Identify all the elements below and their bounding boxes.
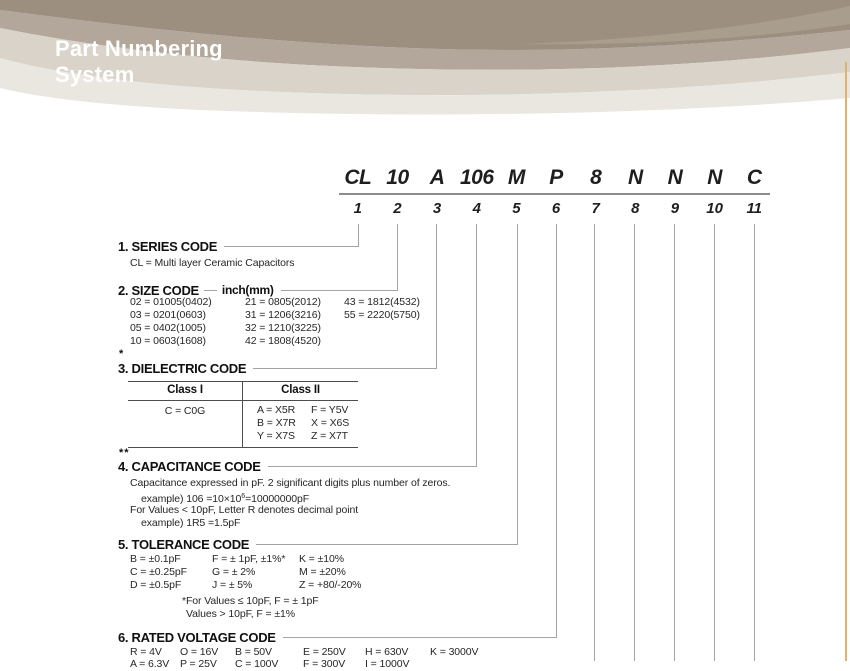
size-code-entry: 55 = 2220(5750) (344, 309, 420, 321)
voltage-row-2-clipped (130, 658, 430, 671)
position-number: 2 (393, 200, 402, 217)
dielectric-code: B = X7R (257, 417, 296, 429)
leader-line-9 (674, 224, 675, 661)
voltage-entry: I = 1000V (365, 658, 410, 670)
capacitance-example1-exponent: 6 (241, 493, 246, 500)
leader-line-7 (594, 224, 595, 661)
leader-line-5 (517, 224, 518, 544)
section-dielectric-title-row (118, 360, 437, 376)
part-number-code: CL (344, 166, 372, 189)
section-dielectric-title: 3. DIELECTRIC CODE (118, 360, 247, 376)
size-code-entry: 05 = 0402(1005) (130, 322, 206, 334)
size-title-dash (204, 290, 217, 291)
tolerance-connector-line (256, 544, 518, 545)
voltage-entry: B = 50V (235, 646, 272, 658)
size-code-entry: 42 = 1808(4520) (245, 335, 321, 347)
part-number-code: N (627, 166, 643, 189)
tolerance-footnote2: Values > 10pF, F = ±1% (186, 608, 296, 620)
capacitance-footnote-marker: ** (119, 447, 130, 459)
leader-line-11 (754, 224, 755, 661)
voltage-entry: R = 4V (130, 646, 162, 658)
tolerance-entry: F = ± 1pF, ±1%* (212, 553, 286, 565)
leader-line-3 (436, 224, 437, 368)
page-title-line2: System (55, 62, 135, 87)
position-number: 8 (631, 200, 640, 217)
dielectric-connector-line (253, 368, 437, 369)
dielectric-code: X = X6S (311, 417, 350, 429)
position-number: 6 (551, 200, 561, 217)
dielectric-class2-row (257, 417, 358, 430)
part-number-underline (339, 193, 770, 195)
leader-line-8 (634, 224, 635, 661)
dielectric-code: Y = X7S (257, 430, 295, 442)
page-title-line1: Part Numbering (55, 36, 223, 61)
size-code-entry: 21 = 0805(2012) (245, 296, 321, 308)
dielectric-class2-cell (243, 401, 358, 447)
dielectric-table-header (128, 382, 358, 401)
tolerance-entry: K = ±10% (299, 553, 344, 565)
position-number: 9 (670, 200, 680, 217)
leader-line-2 (397, 224, 398, 290)
voltage-entry: P = 25V (180, 658, 217, 670)
size-code-entry: 31 = 1206(3216) (245, 309, 321, 321)
voltage-entry: H = 630V (365, 646, 409, 658)
dielectric-class1-cell: C = C0G (128, 401, 243, 447)
part-number-code: 106 (459, 166, 494, 189)
page-edge-accent-rule (845, 62, 847, 661)
position-number: 3 (432, 200, 442, 217)
part-number-code: A (429, 166, 445, 189)
section-tolerance-title-row (118, 536, 518, 552)
tolerance-entry: B = ±0.1pF (130, 553, 181, 565)
tolerance-entry: M = ±20% (299, 566, 346, 578)
tolerance-entry: D = ±0.5pF (130, 579, 182, 591)
section-voltage-title-row (118, 629, 557, 645)
part-number-code: M (507, 166, 525, 189)
section-voltage-title: 6. RATED VOLTAGE CODE (118, 629, 276, 645)
dielectric-class2-row (257, 404, 358, 417)
dielectric-table-body (128, 401, 358, 447)
section-capacitance-title: 4. CAPACITANCE CODE (118, 458, 261, 474)
dielectric-table (128, 381, 358, 448)
section-series-title-row (118, 238, 359, 254)
capacitance-line1: Capacitance expressed in pF. 2 significant digits plus number of zeros. (130, 477, 451, 489)
tolerance-column-1 (130, 553, 187, 592)
dielectric-class2-row (257, 430, 358, 443)
voltage-entry: E = 250V (303, 646, 346, 658)
part-number-row (338, 166, 774, 190)
tolerance-column-2 (212, 553, 285, 592)
part-number-code: C (746, 166, 762, 189)
voltage-entry: A = 6.3V (130, 658, 170, 670)
dielectric-code: F = Y5V (311, 404, 349, 416)
size-code-entry: 32 = 1210(3225) (245, 322, 321, 334)
part-number-code: N (667, 166, 683, 189)
tolerance-entry: G = ± 2% (212, 566, 256, 578)
series-connector-line (224, 246, 359, 247)
size-code-entry: 03 = 0201(0603) (130, 309, 206, 321)
size-unit-label: inch(mm) (221, 283, 274, 297)
size-connector-line (281, 290, 398, 291)
series-description: CL = Multi layer Ceramic Capacitors (130, 257, 295, 269)
dielectric-footnote-marker: * (119, 348, 125, 360)
tolerance-entry: Z = +80/-20% (299, 579, 362, 591)
voltage-entry: K = 3000V (430, 646, 479, 658)
section-tolerance-title: 5. TOLERANCE CODE (118, 536, 250, 552)
part-number-code: P (549, 166, 563, 189)
position-number: 4 (472, 200, 481, 217)
tolerance-entry: J = ± 5% (212, 579, 253, 591)
dielectric-code: A = X5R (257, 404, 296, 416)
leader-line-6 (556, 224, 557, 637)
dielectric-header-class1: Class I (128, 382, 243, 400)
capacitance-example1-post: =10000000pF (245, 493, 310, 505)
capacitance-line2: For Values < 10pF, Letter R denotes decimal point (130, 504, 359, 516)
tolerance-footnote1: *For Values ≤ 10pF, F = ± 1pF (182, 595, 319, 607)
position-number: 10 (706, 200, 723, 217)
position-number-row (338, 200, 774, 217)
dielectric-header-class2: Class II (281, 384, 320, 396)
section-capacitance-title-row (118, 458, 477, 474)
section-size-title: 2. SIZE CODE (118, 282, 199, 298)
voltage-connector-line (283, 637, 557, 638)
dielectric-code: Z = X7T (311, 430, 348, 442)
capacitance-example1-pre: example) 106 =10×10 (141, 493, 242, 505)
tolerance-column-3 (299, 553, 361, 592)
position-number: 7 (591, 200, 600, 217)
capacitance-connector-line (268, 466, 477, 467)
size-code-entry: 10 = 0603(1608) (130, 335, 206, 347)
position-number: 1 (353, 200, 362, 217)
size-code-column-2 (245, 296, 321, 348)
size-code-column-1 (130, 296, 212, 348)
part-number-code: 10 (386, 166, 409, 189)
page-title (55, 36, 223, 88)
tolerance-entry: C = ±0.25pF (130, 566, 187, 578)
leader-line-10 (714, 224, 715, 661)
leader-line-4 (476, 224, 477, 466)
voltage-entry: F = 300V (303, 658, 346, 670)
capacitance-example2: example) 1R5 =1.5pF (141, 517, 241, 529)
position-number: 11 (746, 200, 763, 217)
section-series-title: 1. SERIES CODE (118, 238, 218, 254)
part-number-code: N (707, 166, 722, 189)
size-code-entry: 43 = 1812(4532) (344, 296, 420, 308)
voltage-entry: O = 16V (180, 646, 219, 658)
size-code-entry: 02 = 01005(0402) (130, 296, 212, 308)
position-number: 5 (512, 200, 521, 217)
size-code-column-3 (344, 296, 420, 322)
part-number-code: 8 (590, 166, 602, 189)
voltage-entry: C = 100V (235, 658, 279, 670)
